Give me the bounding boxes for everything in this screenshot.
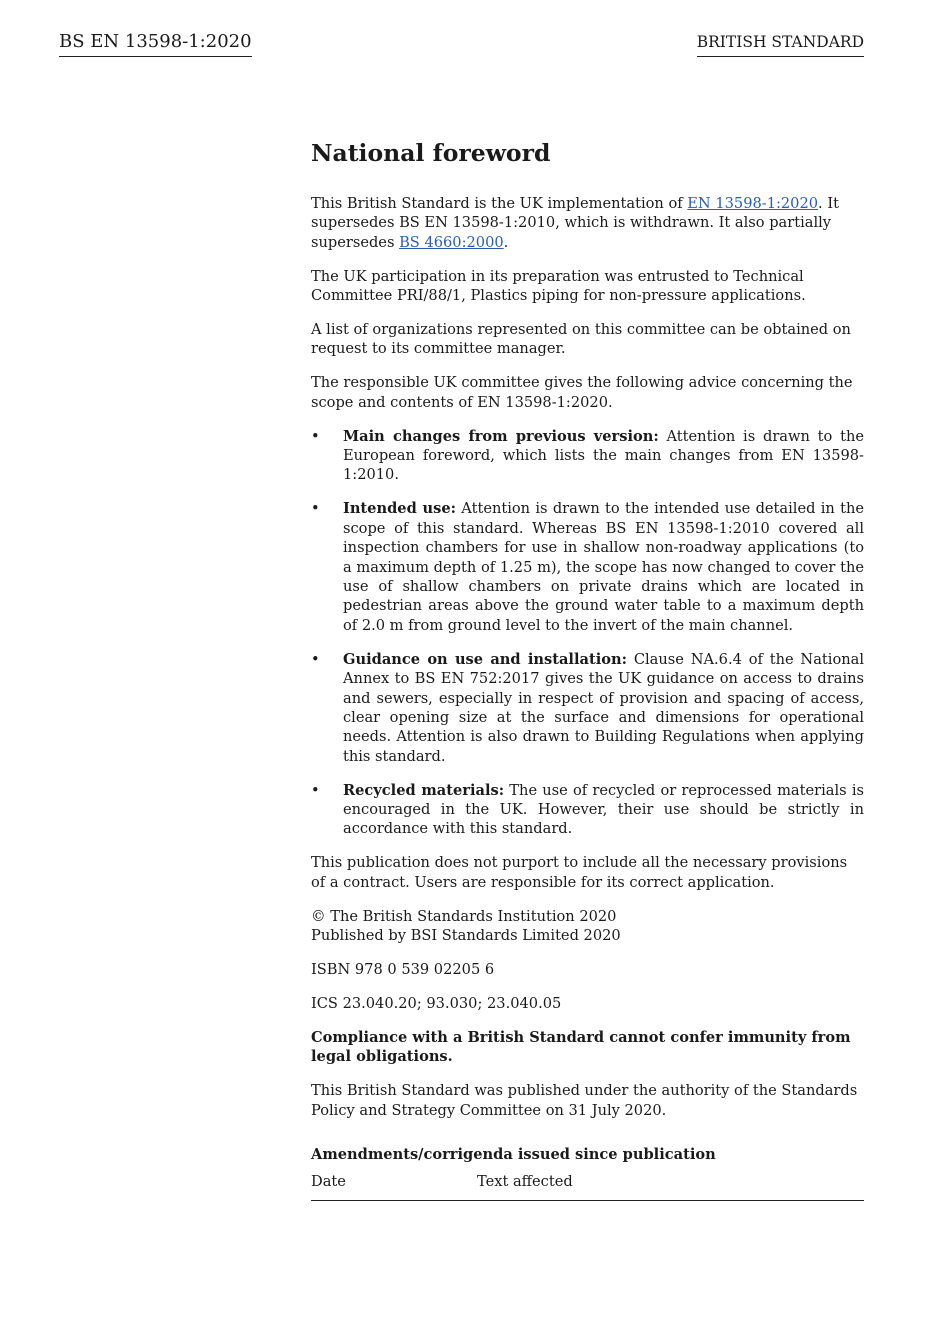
- isbn: ISBN 978 0 539 02205 6: [311, 961, 495, 978]
- list-item-title: Recycled materials:: [343, 781, 505, 799]
- en-13598-link[interactable]: EN 13598-1:2020: [687, 195, 819, 212]
- intro-text-1: This British Standard is the UK implementation of: [311, 195, 688, 212]
- list-item-title: Intended use:: [343, 500, 457, 518]
- advice-paragraph: The responsible UK committee gives the following advice concerning the scope and contents of EN 13598-1:2020.: [311, 374, 853, 411]
- committee-paragraph: The UK participation in its preparation was entrusted to Technical Committee PRI/88/1, Plastics piping for non-pressure applications.: [311, 267, 806, 305]
- ics-codes: ICS 23.040.20; 93.030; 23.040.05: [311, 994, 562, 1012]
- list-item-text: The use of recycled or reprocessed materials is encouraged in the UK. However, their use should be strictly in accordance with this standard.: [343, 781, 864, 838]
- list-item-text: Clause NA.6.4 of the National Annex to BS EN 752:2017 gives the UK guidance on access to drains and sewers, especially in respect of provision and spacing of access, clear opening size at the surface and dimensions for operational needs. Attention is also drawn to Building Regulations when applying this standard.: [343, 650, 864, 765]
- provisions-paragraph: This publication does not purport to include all the necessary provisions of a contract. Users are responsible for its correct application.: [311, 854, 848, 891]
- document-id-header: BS EN 13598-1:2020: [59, 31, 252, 57]
- authority-paragraph: This British Standard was published under the authority of the Standards Policy and Strategy Committee on 31 July 2020.: [311, 1082, 858, 1119]
- advice-list: [311, 427, 864, 839]
- intro-paragraph: [311, 194, 864, 252]
- amendments-title: Amendments/corrigenda issued since publication: [311, 1145, 716, 1163]
- intro-text-2: . It supersedes BS EN 13598-1:2010, which is withdrawn. It also partially supersedes: [311, 195, 839, 251]
- page-title: National foreword: [311, 139, 551, 167]
- list-item-text: Attention is drawn to the intended use detailed in the scope of this standard. Whereas BS EN 13598-1:2010 covered all inspection chambers for use in shallow non-roadway applications (to a maximum depth of 1.25 m), the scope has now changed to cover the use of shallow chambers on private drains which are located in pedestrian areas above the ground water table to a maximum depth of 2.0 m from ground level to the invert of the main channel.: [343, 500, 864, 634]
- list-item-title: Main changes from previous version:: [343, 427, 659, 445]
- organizations-paragraph: A list of organizations represented on this committee can be obtained on request to its committee manager.: [311, 321, 851, 358]
- compliance-notice: [311, 1028, 864, 1067]
- amendments-text-header: Text affected: [477, 1173, 573, 1191]
- bullet-marker: •: [311, 650, 320, 668]
- bs-4660-link[interactable]: BS 4660:2000: [399, 233, 504, 251]
- bullet-marker: •: [311, 427, 320, 445]
- bullet-marker: •: [311, 500, 320, 518]
- amendments-date-header: Date: [311, 1173, 346, 1191]
- compliance-text: Compliance with a British Standard cannot confer immunity from legal obligations.: [311, 1028, 851, 1066]
- standard-type-header: BRITISH STANDARD: [697, 32, 864, 57]
- list-item: [311, 427, 864, 485]
- copyright-line: © The British Standards Institution 2020: [311, 907, 617, 925]
- list-item: [311, 781, 864, 839]
- list-item-text: Attention is drawn to the European foreword, which lists the main changes from EN 13598-1:2010.: [343, 427, 864, 484]
- main-content: [311, 138, 864, 1201]
- list-item: [311, 499, 864, 635]
- bullet-marker: •: [311, 781, 320, 799]
- amendments-table-header: [311, 1172, 864, 1200]
- list-item-title: Guidance on use and installation:: [343, 650, 627, 668]
- intro-text-3: .: [503, 233, 509, 251]
- copyright-block: [311, 907, 864, 946]
- list-item: [311, 650, 864, 766]
- publisher-line: Published by BSI Standards Limited 2020: [311, 927, 621, 945]
